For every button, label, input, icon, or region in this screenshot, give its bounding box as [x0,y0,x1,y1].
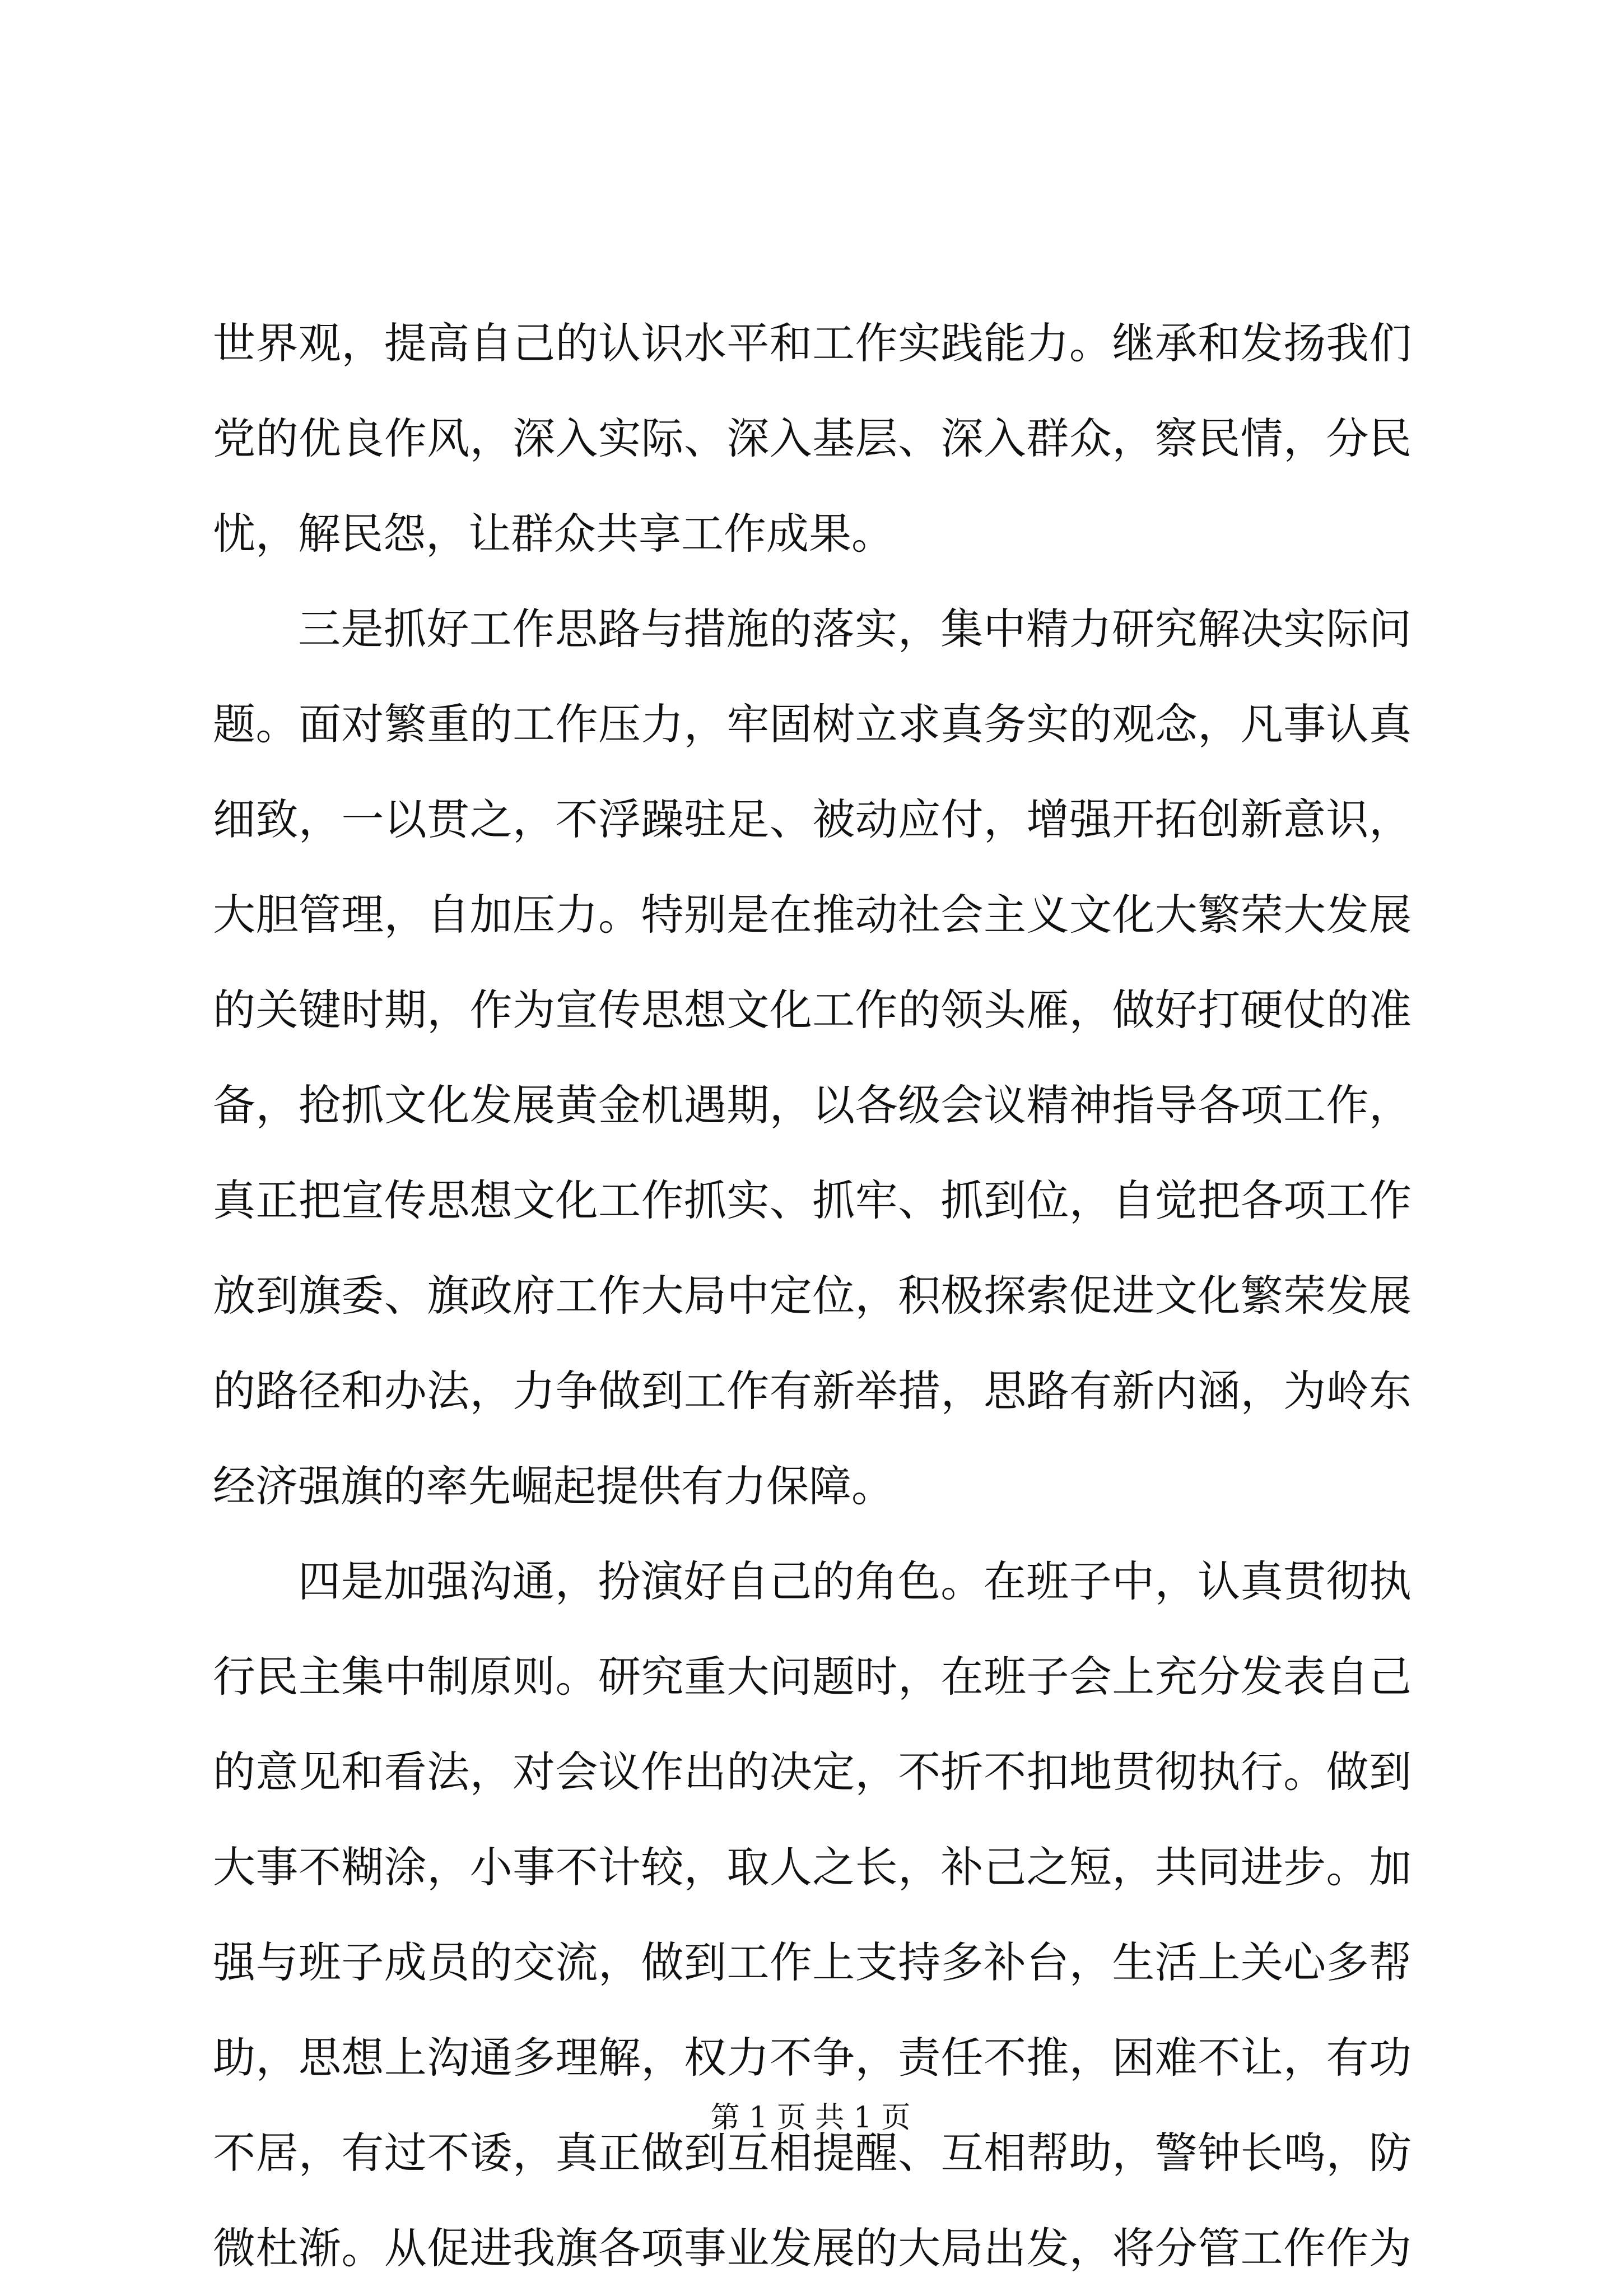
text-line: 世界观，提高自己的认识水平和工作实践能力。继承和发扬我们 [213,318,1412,368]
text-line: 放到旗委、旗政府工作大局中定位，积极探索促进文化繁荣发展 [213,1271,1412,1321]
text-line: 真正把宣传思想文化工作抓实、抓牢、抓到位，自觉把各项工作 [213,1175,1412,1225]
document-body [213,296,1412,2296]
text-line: 的路径和办法，力争做到工作有新举措，思路有新内涵，为岭东 [213,1366,1412,1416]
page-number-label: 第 1 页 共 1 页 [710,2101,911,2135]
text-line: 党的优良作风，深入实际、深入基层、深入群众，察民情，分民 [213,413,1412,463]
text-line: 大事不糊涂，小事不计较，取人之长，补己之短，共同进步。加 [213,1842,1412,1892]
text-line: 的关键时期，作为宣传思想文化工作的领头雁，做好打硬仗的准 [213,985,1412,1035]
text-line: 的意见和看法，对会议作出的决定，不折不扣地贯彻执行。做到 [213,1747,1412,1797]
text-line: 细致，一以贯之，不浮躁驻足、被动应付，增强开拓创新意识， [213,794,1412,844]
text-line: 不居，有过不诿，真正做到互相提醒、互相帮助，警钟长鸣，防 [213,2128,1412,2178]
text-line: 忧，解民怨，让群众共享工作成果。 [213,509,894,559]
paragraph-first-line: 三是抓好工作思路与措施的落实，集中精力研究解决实际问 [298,604,1412,654]
text-line: 强与班子成员的交流，做到工作上支持多补台，生活上关心多帮 [213,1937,1412,1987]
text-line: 大胆管理，自加压力。特别是在推动社会主义文化大繁荣大发展 [213,890,1412,940]
text-line: 助，思想上沟通多理解，权力不争，责任不推，困难不让，有功 [213,2033,1412,2083]
text-line: 题。面对繁重的工作压力，牢固树立求真务实的观念，凡事认真 [213,699,1412,749]
text-line: 经济强旗的率先崛起提供有力保障。 [213,1461,894,1511]
page-footer [0,2098,1621,2137]
paragraph-first-line: 四是加强沟通，扮演好自己的角色。在班子中，认真贯彻执 [298,1556,1412,1606]
text-line: 行民主集中制原则。研究重大问题时，在班子会上充分发表自己 [213,1652,1412,1702]
text-line: 微杜渐。从促进我旗各项事业发展的大局出发，将分管工作作为 [213,2223,1412,2273]
text-line: 备，抢抓文化发展黄金机遇期，以各级会议精神指导各项工作， [213,1080,1412,1130]
